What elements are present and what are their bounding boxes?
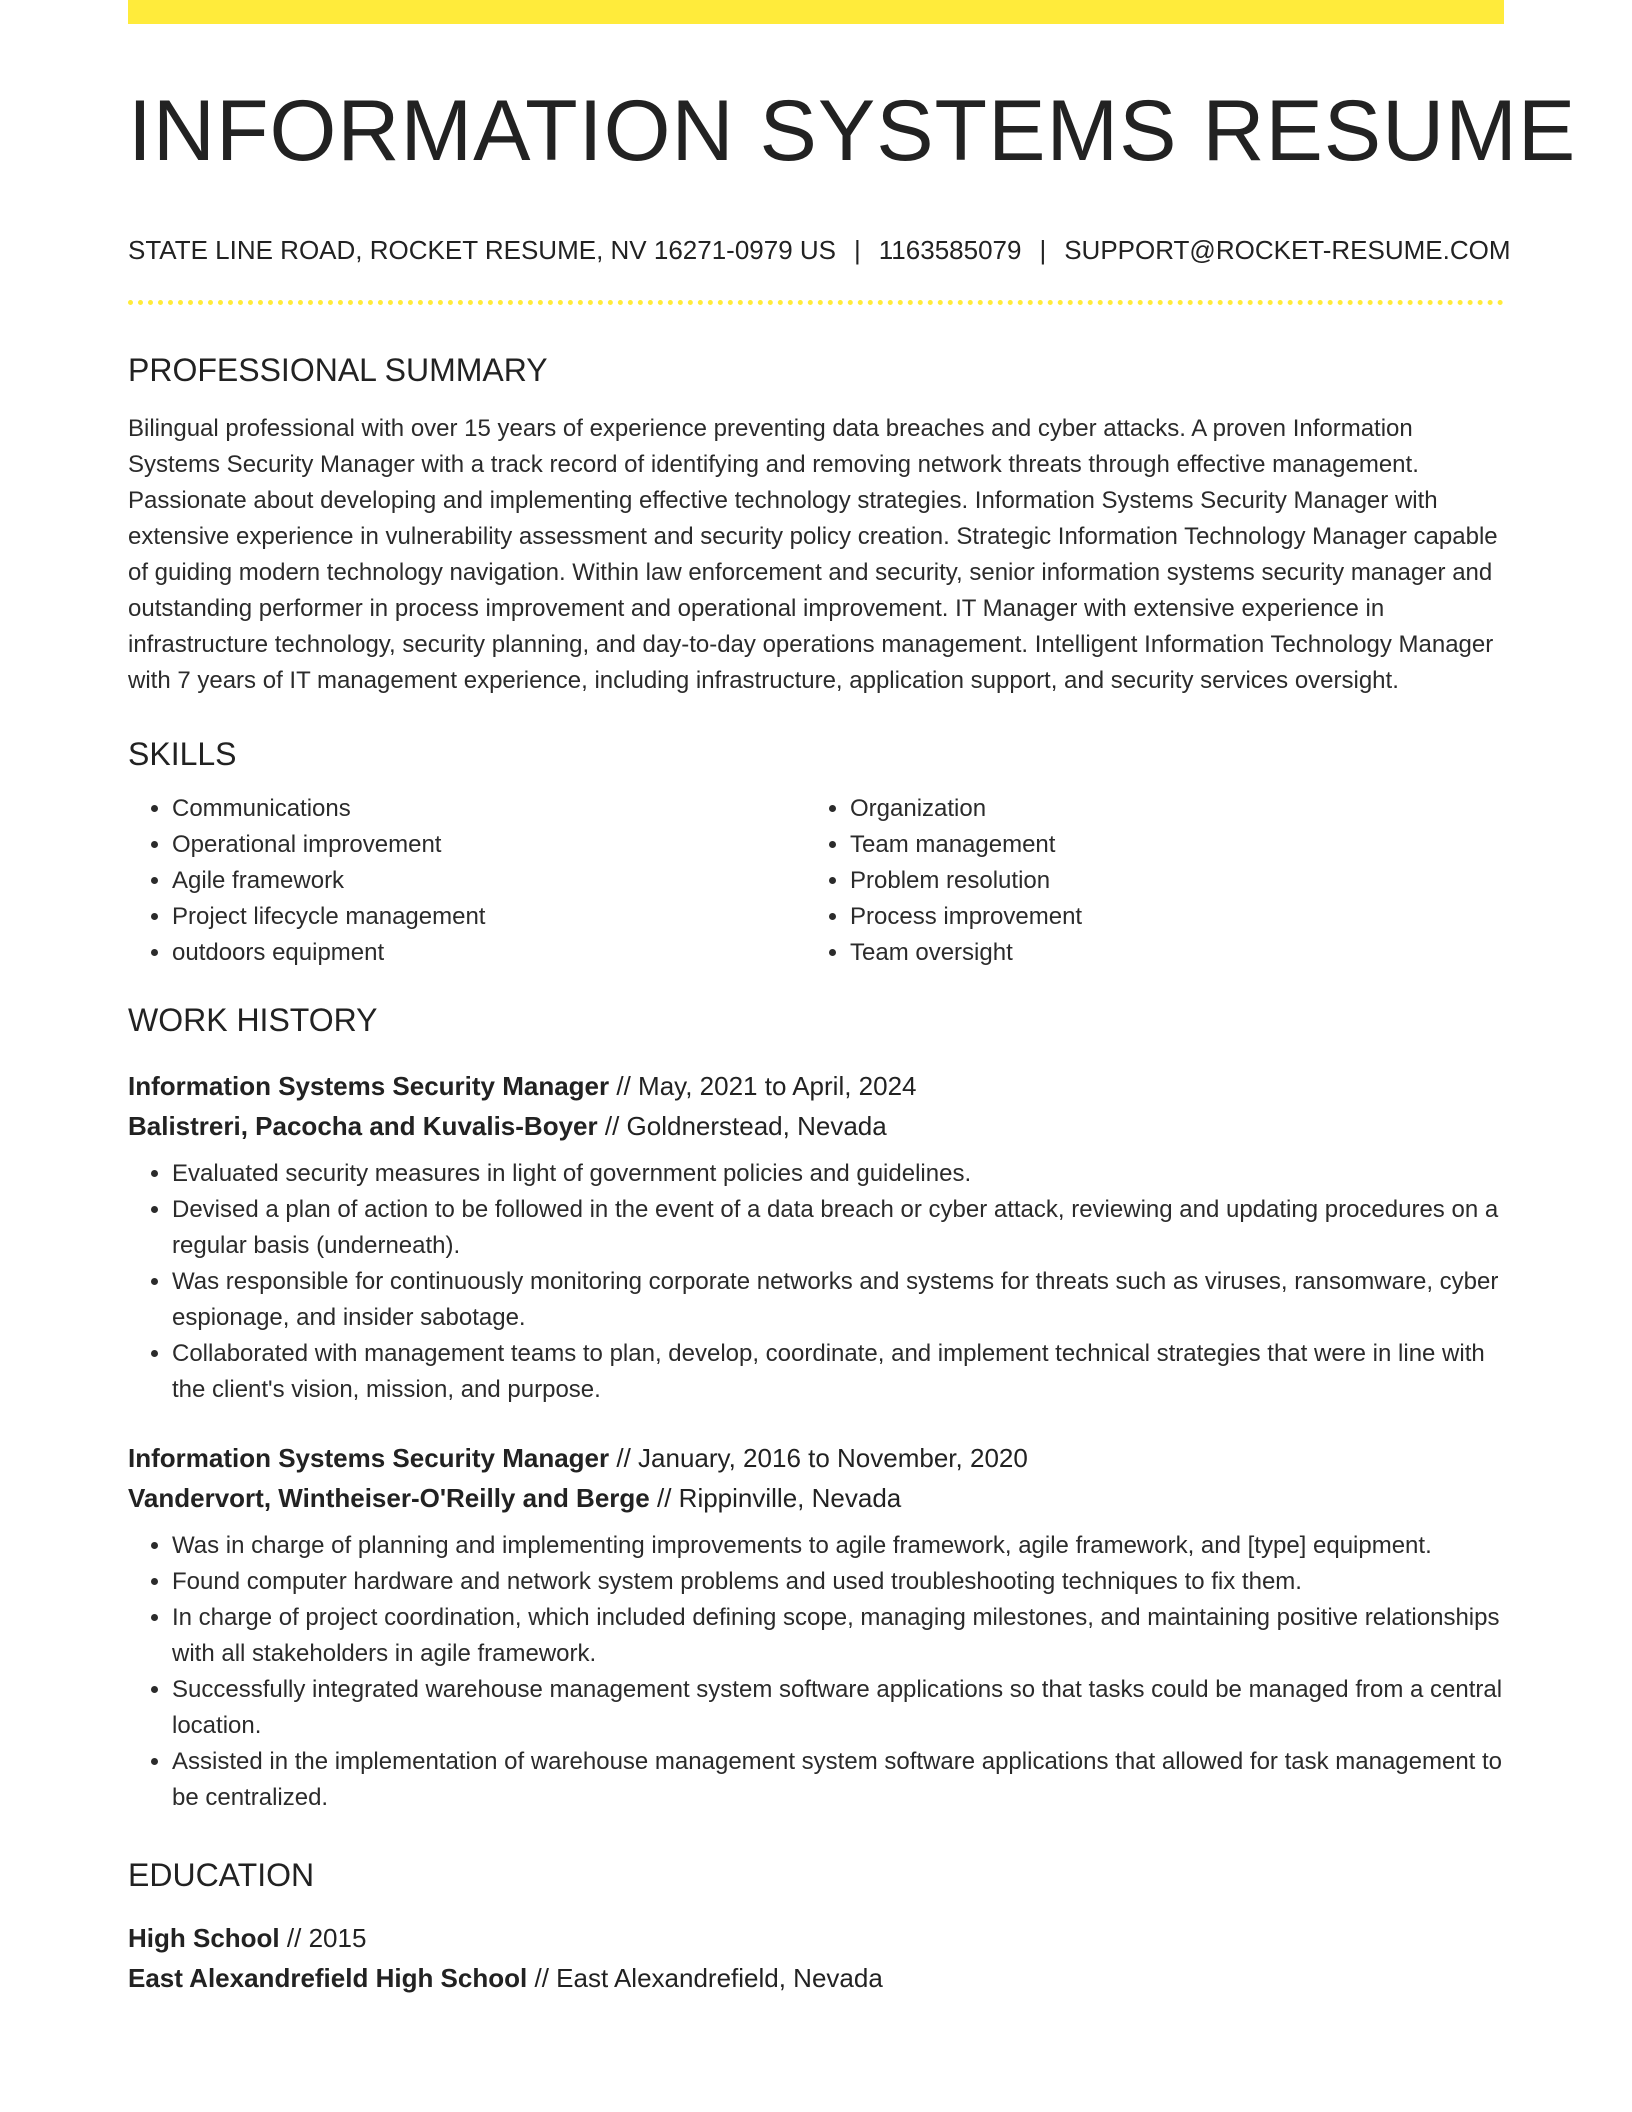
skill-item: • Project lifecycle management xyxy=(172,899,804,935)
education-degree-line xyxy=(128,1918,1504,1958)
job-bullet: • Was responsible for continuously monitoring corporate networks and systems for threats such as viruses, ransomware, cyber espionage, and insider sabotage. xyxy=(172,1264,1504,1336)
skill-item: • Process improvement xyxy=(850,899,1482,935)
contact-separator: | xyxy=(854,234,861,265)
job-bullet: • Successfully integrated warehouse management system software applications so that tasks could be managed from a central location. xyxy=(172,1672,1504,1744)
skill-item: • Communications xyxy=(172,791,804,827)
summary-text: Bilingual professional with over 15 years of experience preventing data breaches and cyber attacks. A proven Information Systems Security Manager with a track record of identifying and removing network threats through effective management. Passionate about developing and implementing effective technology strategies. Information Systems Security Manager with extensive experience in vulnerability assessment and security policy creation. Strategic Information Technology Manager capable of guiding modern technology navigation. Within law enforcement and security, senior information systems security manager and outstanding performer in process improvement and operational improvement. IT Manager with extensive experience in infrastructure technology, security planning, and day-to-day operations management. Intelligent Information Technology Manager with 7 years of IT management experience, including infrastructure, application support, and security services oversight. xyxy=(128,414,1498,694)
skills-heading: SKILLS xyxy=(128,735,237,772)
job-company: Vandervort, Wintheiser-O'Reilly and Berge xyxy=(128,1482,650,1513)
work-history-heading: WORK HISTORY xyxy=(128,1002,378,1039)
job-bullet: • Evaluated security measures in light of government policies and guidelines. xyxy=(172,1156,1504,1192)
job-company: Balistreri, Pacocha and Kuvalis-Boyer xyxy=(128,1110,598,1141)
dotted-divider xyxy=(128,300,1504,305)
job-bullet: • Found computer hardware and network system problems and used troubleshooting techniques to fix them. xyxy=(172,1564,1504,1600)
resume-title: INFORMATION SYSTEMS RESUME xyxy=(128,83,1577,179)
education-location: // East Alexandrefield, Nevada xyxy=(534,1963,883,1994)
job-bullet: • Assisted in the implementation of warehouse management system software applications that allowed for task management to be centralized. xyxy=(172,1744,1504,1816)
education-school-line xyxy=(128,1958,1504,1998)
summary-heading: PROFESSIONAL SUMMARY xyxy=(128,351,548,388)
skill-item: • Problem resolution xyxy=(850,863,1482,899)
skill-item: • Organization xyxy=(850,791,1482,827)
contact-email: SUPPORT@ROCKET-RESUME.COM xyxy=(1064,234,1511,265)
job-bullet: • Collaborated with management teams to plan, develop, coordinate, and implement technical strategies that were in line with the client's vision, mission, and purpose. xyxy=(172,1336,1504,1408)
top-accent-bar xyxy=(128,0,1504,24)
education-heading: EDUCATION xyxy=(128,1856,315,1893)
skill-item: • Team management xyxy=(850,827,1482,863)
job-entry xyxy=(128,1438,1504,1816)
resume-page xyxy=(128,0,1577,1998)
education-year: // 2015 xyxy=(286,1923,367,1954)
contact-phone: 1163585079 xyxy=(878,234,1022,265)
job-entry xyxy=(128,1066,1504,1408)
job-bullet: • Was in charge of planning and implementing improvements to agile framework, agile framework, and [type] equipment. xyxy=(172,1528,1504,1564)
skill-item: • Team oversight xyxy=(850,935,1482,971)
education-degree: High School xyxy=(128,1923,280,1954)
job-bullets xyxy=(128,1528,1504,1816)
job-bullets xyxy=(128,1156,1504,1408)
skill-item: • Agile framework xyxy=(172,863,804,899)
job-role: Information Systems Security Manager xyxy=(128,1070,610,1101)
contact-separator: | xyxy=(1039,234,1047,265)
skill-item: • Operational improvement xyxy=(172,827,804,863)
job-company-line xyxy=(128,1106,1504,1146)
job-bullet: • In charge of project coordination, which included defining scope, managing milestones, and maintaining positive relationships with all stakeholders in agile framework. xyxy=(172,1600,1504,1672)
job-role: Information Systems Security Manager xyxy=(128,1442,610,1473)
job-role-line xyxy=(128,1066,1504,1106)
contact-address: STATE LINE ROAD, ROCKET RESUME, NV 16271-0979 US xyxy=(128,234,837,265)
job-company-line xyxy=(128,1478,1504,1518)
job-dates: // May, 2021 to April, 2024 xyxy=(616,1070,917,1101)
skills-column-right xyxy=(804,791,1482,971)
skill-item: • outdoors equipment xyxy=(172,935,804,971)
education-school: East Alexandrefield High School xyxy=(128,1963,528,1994)
education-entry xyxy=(128,1918,1504,1998)
job-role-line xyxy=(128,1438,1504,1478)
job-bullet: • Devised a plan of action to be followed in the event of a data breach or cyber attack, reviewing and updating procedures on a regular basis (underneath). xyxy=(172,1192,1504,1264)
contact-line xyxy=(128,234,1511,266)
job-location: // Goldnerstead, Nevada xyxy=(604,1110,887,1141)
job-location: // Rippinville, Nevada xyxy=(657,1482,902,1513)
job-dates: // January, 2016 to November, 2020 xyxy=(616,1442,1028,1473)
skills-column-left xyxy=(128,791,804,971)
skills-list xyxy=(128,791,1504,971)
